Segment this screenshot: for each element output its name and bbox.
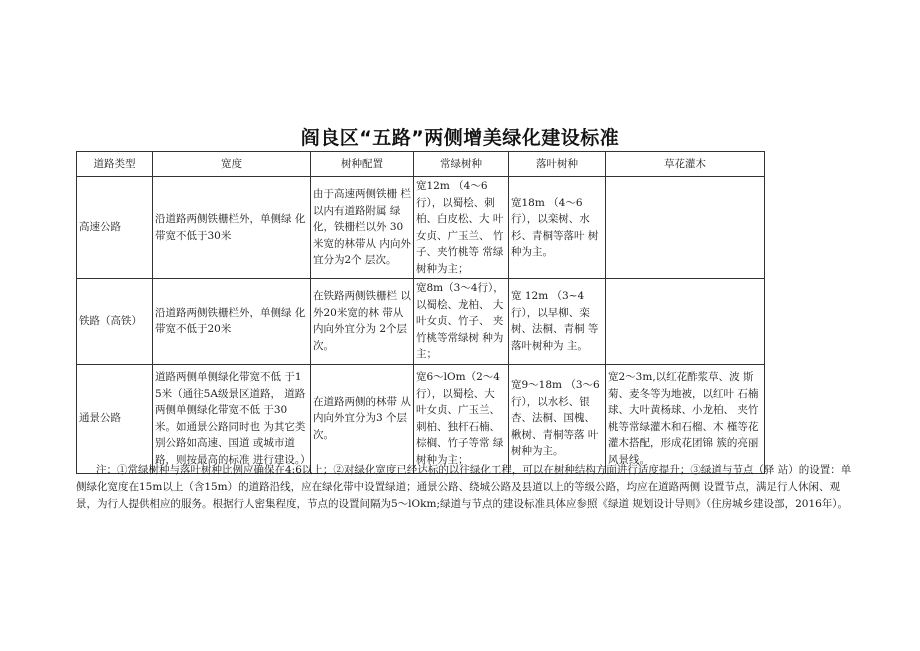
cell-road-type: 铁路（高铁） <box>77 279 153 365</box>
cell-config: 在铁路两侧铁栅栏 以外20米宽的林 带从内向外宜分为 2个层次。 <box>311 279 414 365</box>
cell-shrub <box>606 177 765 279</box>
cell-config: 由于高速两侧铁栅 栏以内有道路附属 绿化，铁栅栏以外 30米宽的林带从 内向外宜分为2个 层次。 <box>311 177 414 279</box>
cell-deciduous: 宽9～18m （3～6行），以水杉、银 杏、法桐、国槐、 楸树、青桐等落 叶树种为主。 <box>509 364 606 473</box>
cell-road-type: 高速公路 <box>77 177 153 279</box>
greening-standards-table <box>76 151 765 474</box>
header-road-type: 道路类型 <box>77 152 153 177</box>
cell-width: 沿道路两侧铁栅栏外，单侧绿 化带宽不低于20米 <box>153 279 311 365</box>
table-header-row <box>77 152 765 177</box>
cell-evergreen: 宽6～lOm（2～4行），以蜀桧、大 叶女贞、广玉兰、 刺柏、独杆石楠、 棕榈、竹子等常 绿树种为主； <box>414 364 509 473</box>
cell-config: 在道路两侧的林带 从内向外宜分为3 个层次。 <box>311 364 414 473</box>
header-deciduous: 落叶树种 <box>509 152 606 177</box>
cell-width: 沿道路两侧铁栅栏外，单侧绿 化带宽不低于30米 <box>153 177 311 279</box>
cell-shrub <box>606 279 765 365</box>
cell-evergreen: 宽8m（3～4行），以蜀桧、龙柏、 大叶女贞、竹子、 夹竹桃等常绿树 种为主； <box>414 279 509 365</box>
cell-width: 道路两侧单侧绿化带宽不低 于15米（通往5A级景区道路， 道路两侧单侧绿化带宽不低 于30米。如通景公路同时也 为其它类别公路如高速、国道 或城市道路，则按最高的标准 进行建设。） <box>153 364 311 473</box>
footnote: 注：①常绿树种与落叶树种比例应确保在4:6以上；②对绿化宽度已经达标的以往绿化工程，可以在树种结构方面进行适度提升；③绿道与节点（驿 站）的设置：单侧绿化宽度在15m以上（含15m）的道路沿线，应在绿化带中设置绿道；通景公路、绕城公路及县道以上的等级公路，均应在道路两侧 设置节点，满足行人休闲、观景，为行人提供相应的服务。根据行人密集程度，节点的设置间隔为5～lOkm;绿道与节点的建设标准具体应参照《绿道 规划设计导则》（住房城乡建设部，2016年）。 <box>76 464 852 510</box>
cell-evergreen: 宽12m （4～6行），以蜀桧、刺柏、白皮松、大 叶女贞、广玉兰、 竹子、夹竹桃等 常绿树种为主； <box>414 177 509 279</box>
table-row <box>77 364 765 473</box>
header-shrub: 草花灌木 <box>606 152 765 177</box>
header-tree-config: 树种配置 <box>311 152 414 177</box>
cell-deciduous: 宽18m （4～6行），以栾树、水 杉、青桐等落叶 树种为主。 <box>509 177 606 279</box>
header-evergreen: 常绿树种 <box>414 152 509 177</box>
cell-deciduous: 宽 12m （3~4行），以早柳、栾 树、法桐、青桐 等落叶树种为 主。 <box>509 279 606 365</box>
page-title: 阎良区“五路”两侧增美绿化建设标准 <box>300 127 620 149</box>
cell-road-type: 通景公路 <box>77 364 153 473</box>
table-row <box>77 279 765 365</box>
cell-shrub: 宽2～3m,以红花酢浆草、波 斯菊、麦冬等为地被，以红叶 石楠球、大叶黄杨球、小龙柏、 夹竹桃等常绿灌木和石榴、木 槿等花灌木搭配，形成花团锦 簇的亮丽风景线。 <box>606 364 765 473</box>
table-row <box>77 177 765 279</box>
header-width: 宽度 <box>153 152 311 177</box>
